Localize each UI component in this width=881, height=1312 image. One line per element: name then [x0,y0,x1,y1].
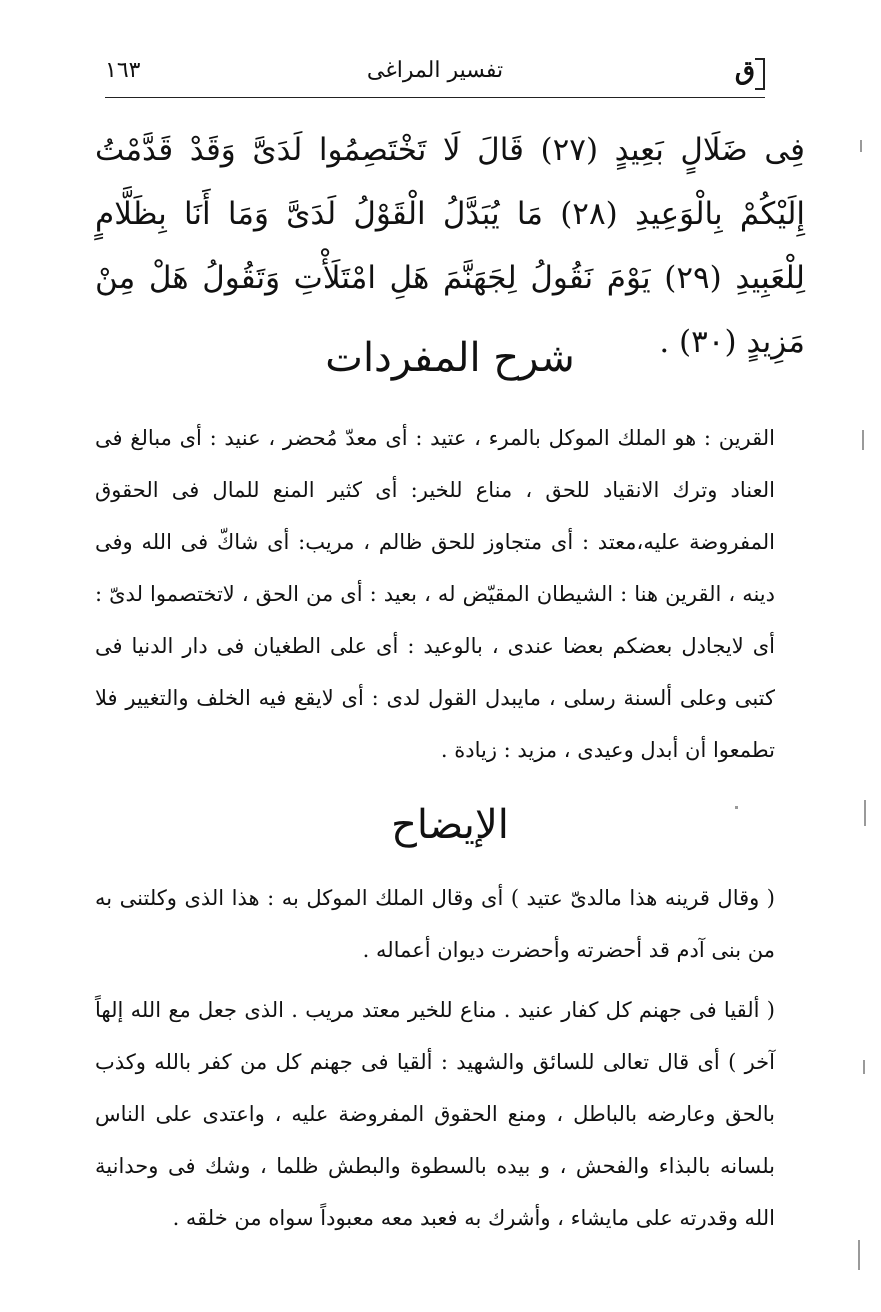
vocab-paragraph: القرين : هو الملك الموكل بالمرء ، عتيد : أى معدّ مُحضر ، عنيد : أى مبالغ فى العناد وترك الانقياد للحق ، مناع للخير: أى كثير المنع للمال فى الحقوق المفروضة عليه،معتد : أى متجاوز للحق ظالم ، مريب: أى شاكّ فى الله وفى دينه ، القرين هنا : الشيطان المقيّض له ، بعيد : أى من الحق ، لاتختصموا لدىّ : أى لايجادل بعضكم بعضا عندى ، بالوعيد : أى على الطغيان فى دار الدنيا فى كتبى وعلى ألسنة رسلى ، مايبدل القول لدى : أى لايقع فيه الخلف والتغيير فلا تطمعوا أن أبدل وعيدى ، مزيد : زيادة . [95,426,775,762]
margin-speck [864,800,866,826]
explanation-paragraph-2: ( ألقيا فى جهنم كل كفار عنيد . مناع للخير معتد مريب . الذى جعل مع الله إلهاً آخر ) أى قال تعالى للسائق والشهيد : ألقيا فى جهنم كل من كفر بالله وكذب بالحق وعارضه بالباطل ، ومنع الحقوق المفروضة عليه ، واعتدى على الناس بلسانه بالبذاء والفحش ، و بيده بالسطوة والبطش ظلما ، وشك فى وحدانية الله وقدرته على مايشاء ، وأشرك به فعبد معه معبوداً سواه من خلقه . [95,998,775,1230]
header-rule [105,97,765,98]
quran-verses: فِى ضَلَالٍ بَعِيدٍ (٢٧) قَالَ لَا تَخْتَصِمُوا لَدَىَّ وَقَدْ قَدَّمْتُ إِلَيْكُمْ بِالْوَعِيدِ (٢٨) مَا يُبَدَّلُ الْقَوْلُ لَدَىَّ وَمَا أَنَا بِظَلَّامٍ لِلْعَبِيدِ (٢٩) يَوْمَ نَقُولُ لِجَهَنَّمَ هَلِ امْتَلَأْتِ وَتَقُولُ هَلْ مِنْ مَزِيدٍ (٣٠) . [95,132,806,360]
running-header [105,56,765,96]
margin-speck [863,1060,865,1074]
margin-speck [735,806,738,809]
book-title: تفسير المراغى [366,58,504,83]
margin-speck [862,430,864,450]
page-number: ١٦٣ [105,58,141,83]
surah-letter: ق [734,56,755,86]
margin-speck [858,1240,860,1270]
explanation-paragraph-1: ( وقال قرينه هذا مالدىّ عتيد ) أى وقال الملك الموكل به : هذا الذى وكلتنى به من بنى آدم قد أحضرته وأحضرت ديوان أعماله . [95,886,775,962]
vocab-heading: شرح المفردات [325,335,575,381]
explanation-heading: الإيضاح [391,802,509,848]
margin-speck [860,140,862,152]
